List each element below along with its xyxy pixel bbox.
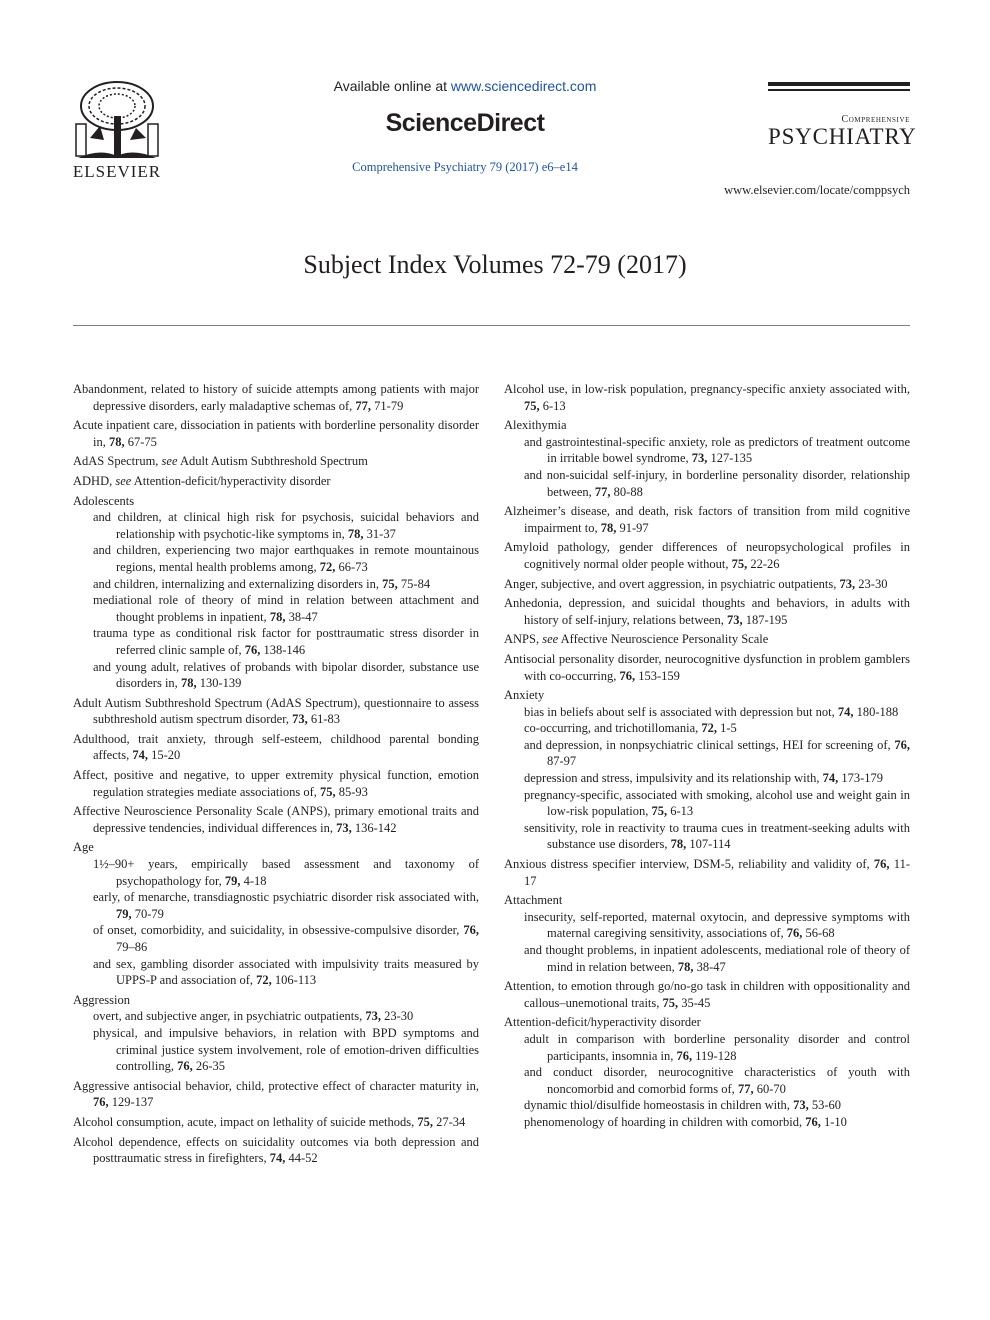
volume-number: 76, — [619, 668, 636, 683]
elsevier-logo — [70, 78, 164, 182]
page-range: 138-146 — [260, 642, 306, 657]
entry-text: Adulthood, trait anxiety, through self-esteem, childhood parental bonding affects, — [73, 731, 479, 763]
page-range: 119-128 — [692, 1048, 737, 1063]
index-column-right — [504, 381, 910, 1131]
index-subentry — [73, 1025, 479, 1075]
index-entry — [504, 595, 910, 628]
page-range: 85-93 — [335, 784, 368, 799]
index-entry — [504, 978, 910, 1011]
volume-number: 75, — [320, 784, 336, 799]
page-range: 67-75 — [124, 434, 157, 449]
index-subentry — [73, 576, 479, 593]
index-subentry — [504, 942, 910, 975]
volume-number: 77, — [355, 398, 372, 413]
volume-number: 72, — [256, 973, 272, 988]
index-entry — [504, 381, 910, 414]
available-online — [300, 76, 630, 96]
index-entry — [504, 503, 910, 536]
index-entry — [504, 631, 910, 648]
volume-number: 76, — [786, 926, 803, 941]
volume-number: 74, — [269, 1151, 286, 1166]
entry-text: mediational role of theory of mind in relation between attachment and thought problems in inpatient, — [93, 593, 479, 624]
index-entry — [73, 453, 479, 470]
entry-text: and thought problems, in inpatient adolescents, mediational role of theory of mind in relation between, — [524, 943, 910, 974]
index-heading — [73, 839, 479, 856]
entry-text: physical, and impulsive behaviors, in relation with BPD symptoms and criminal justice system involvement, role of emotion-driven difficulties controlling, — [93, 1025, 479, 1074]
entry-text: Age — [73, 840, 94, 855]
volume-number: 73, — [691, 451, 708, 466]
page-range: 26-35 — [192, 1059, 226, 1074]
index-subentry — [73, 509, 479, 542]
index-subentry — [504, 1031, 910, 1064]
volume-number: 75, — [417, 1114, 433, 1129]
page-range: 153-159 — [635, 668, 680, 683]
entry-text: Anxiety — [504, 688, 545, 703]
see-target: Affective Neuroscience Personality Scale — [558, 632, 769, 647]
volume-number: 73, — [839, 576, 856, 591]
entry-text: and children, experiencing two major earthquakes in remote mountainous regions, mental health problems among, — [93, 543, 479, 574]
page-range: 53-60 — [808, 1098, 841, 1113]
page-range: 61-83 — [307, 712, 341, 727]
entry-text: adult in comparison with borderline personality disorder and control participants, insomnia in, — [524, 1031, 910, 1063]
entry-text: bias in beliefs about self is associated with depression but not, — [524, 704, 838, 719]
entry-text: insecurity, self-reported, maternal oxytocin, and depressive symptoms with maternal caregiving sensitivity, associations of, — [524, 909, 910, 941]
volume-number: 78, — [600, 520, 617, 535]
title-divider — [73, 325, 910, 326]
volume-number: 74, — [837, 704, 854, 719]
entry-text: Attention-deficit/hyperactivity disorder — [504, 1015, 701, 1030]
entry-text: ANPS, — [504, 632, 543, 647]
see-reference: see — [115, 473, 132, 488]
see-target: Adult Autism Subthreshold Spectrum — [177, 454, 368, 469]
entry-text: Alcohol use, in low-risk population, pregnancy-specific anxiety associated with, — [504, 382, 910, 396]
index-subentry — [504, 1114, 910, 1131]
page-range: 60-70 — [753, 1081, 786, 1096]
index-entry — [73, 695, 479, 728]
entry-text: Adolescents — [73, 493, 135, 508]
page-range: 27-34 — [433, 1114, 466, 1129]
journal-url[interactable]: www.elsevier.com/locate/comppsych — [724, 183, 910, 197]
entry-text: and children, internalizing and externalizing disorders in, — [93, 576, 383, 591]
index-entry — [73, 731, 479, 764]
entry-text: and depression, in nonpsychiatric clinical settings, HEI for screening of, — [524, 737, 895, 752]
entry-text: sensitivity, role in reactivity to trauma cues in treatment-seeking adults with substance use disorders, — [524, 820, 910, 852]
index-heading — [504, 892, 910, 909]
index-subentry — [504, 737, 910, 770]
entry-text: and young adult, relatives of probands with bipolar disorder, substance use disorders in, — [93, 659, 479, 691]
entry-text: dynamic thiol/disulfide homeostasis in children with, — [524, 1098, 794, 1113]
volume-number: 75, — [382, 576, 398, 591]
volume-number: 76, — [244, 642, 261, 657]
page-range: 91-97 — [616, 520, 649, 535]
index-heading — [73, 992, 479, 1009]
volume-number: 79, — [224, 873, 241, 888]
journal-logo-rule-thin — [768, 89, 910, 91]
masthead-center — [300, 76, 630, 175]
index-subentry — [73, 889, 479, 922]
index-entry — [73, 767, 479, 800]
page-range: 71-79 — [371, 398, 404, 413]
volume-number: 76, — [177, 1059, 193, 1074]
entry-text: phenomenology of hoarding in children with comorbid, — [524, 1114, 806, 1129]
volume-number: 76, — [805, 1114, 821, 1129]
entry-text: and children, at clinical high risk for psychosis, suicidal behaviors and relationship with psychotic-like symptoms in, — [93, 510, 479, 541]
journal-name-main: PSYCHIATRY — [768, 123, 917, 149]
entry-text: pregnancy-specific, associated with smoking, alcohol use and weight gain in low-risk population, — [524, 787, 910, 819]
entry-text: Alexithymia — [504, 418, 567, 433]
index-subentry — [504, 820, 910, 853]
entry-text: 1½–90+ years, empirically based assessment and taxonomy of psychopathology for, — [93, 857, 479, 888]
page-range: 23-30 — [380, 1009, 414, 1024]
page-range: 23-30 — [855, 576, 888, 591]
entry-text: Antisocial personality disorder, neurocognitive dysfunction in problem gamblers with co-occurring, — [504, 651, 910, 683]
sciencedirect-link[interactable]: www.sciencedirect.com — [450, 78, 597, 94]
volume-number: 78, — [677, 959, 694, 974]
volume-number: 79, — [116, 906, 132, 921]
volume-number: 76, — [676, 1048, 693, 1063]
volume-number: 73, — [726, 612, 743, 627]
page-range: 70-79 — [131, 906, 164, 921]
index-subentry — [73, 1008, 479, 1025]
index-subentry — [504, 1097, 910, 1114]
elsevier-tree-logo-icon — [70, 78, 164, 162]
entry-text: of onset, comorbidity, and suicidality, in obsessive-compulsive disorder, — [93, 923, 464, 938]
entry-text: Aggression — [73, 992, 130, 1007]
page-range: 1-5 — [717, 721, 737, 736]
entry-text: AdAS Spectrum, — [73, 454, 162, 469]
entry-text: Attention, to emotion through go/no-go task in children with oppositionality and callous–unemotional traits, — [504, 979, 910, 1010]
page-range: 136-142 — [351, 820, 397, 835]
index-entry — [73, 381, 479, 414]
page-range: 22-26 — [747, 556, 780, 571]
elsevier-wordmark: ELSEVIER — [72, 162, 162, 181]
page-range: 6-13 — [667, 804, 694, 819]
page-range: 75-84 — [397, 576, 431, 591]
volume-number: 75, — [731, 556, 748, 571]
page-title: Subject Index Volumes 72-79 (2017) — [303, 250, 687, 279]
index-subentry — [504, 467, 910, 500]
index-entry — [504, 856, 910, 889]
index-column-left — [73, 381, 479, 1170]
see-target: Attention-deficit/hyperactivity disorder — [131, 473, 331, 488]
entry-text: Anxious distress specifier interview, DSM-5, reliability and validity of, — [504, 857, 874, 872]
entry-text: Anhedonia, depression, and suicidal thoughts and behaviors, in adults with history of self-injury, relations between, — [504, 596, 910, 627]
entry-text: overt, and subjective anger, in psychiatric outpatients, — [93, 1009, 366, 1024]
index-subentry — [504, 720, 910, 737]
index-entry — [504, 576, 910, 593]
see-reference: see — [542, 632, 559, 647]
page-range: 15-20 — [147, 748, 181, 763]
page-range: 173-179 — [838, 771, 884, 786]
entry-text: co-occurring, and trichotillomania, — [524, 721, 702, 736]
index-entry — [73, 473, 479, 490]
entry-text: and gastrointestinal-specific anxiety, role as predictors of treatment outcome in irritable bowel syndrome, — [524, 434, 910, 466]
entry-text: Affective Neuroscience Personality Scale (ANPS), primary emotional traits and depressive tendencies, individual differences in, — [73, 804, 479, 835]
entry-text: Abandonment, related to history of suicide attempts among patients with major depressive disorders, early maladaptive schemas of, — [73, 382, 479, 413]
volume-number: 72, — [319, 559, 336, 574]
volume-number: 72, — [701, 721, 717, 736]
entry-text: depression and stress, impulsivity and its relationship with, — [524, 771, 823, 786]
page-range: 4-18 — [240, 873, 267, 888]
entry-text: Acute inpatient care, dissociation in patients with borderline personality disorder in, — [73, 418, 479, 449]
entry-text: and conduct disorder, neurocognitive characteristics of youth with noncomorbid and comorbid forms of, — [524, 1065, 910, 1096]
page-range: 129-137 — [108, 1095, 154, 1110]
volume-number: 74, — [132, 748, 148, 763]
journal-name-top: Comprehensive — [841, 113, 910, 125]
index-subentry — [73, 625, 479, 658]
entry-text: trauma type as conditional risk factor for posttraumatic stress disorder in referred clinic sample of, — [93, 626, 479, 657]
index-subentry — [73, 659, 479, 692]
page-range: 35-45 — [678, 995, 711, 1010]
index-heading — [504, 687, 910, 704]
page-range: 130-139 — [196, 676, 242, 691]
volume-number: 78, — [670, 837, 687, 852]
page-range: 79–86 — [116, 940, 148, 954]
entry-text: and sex, gambling disorder associated with impulsivity traits measured by UPPS-P and association of, — [93, 956, 479, 988]
index-subentry — [504, 909, 910, 942]
index-entry — [73, 1078, 479, 1111]
volume-number: 75, — [524, 398, 540, 413]
page-range: 56-68 — [802, 926, 835, 941]
entry-text: early, of menarche, transdiagnostic psychiatric disorder risk associated with, — [93, 890, 479, 905]
index-entry — [73, 1134, 479, 1167]
journal-logo-rule-thick — [768, 82, 910, 86]
index-subentry — [504, 770, 910, 787]
index-subentry — [73, 856, 479, 889]
entry-text: Attachment — [504, 893, 563, 908]
journal-citation[interactable]: Comprehensive Psychiatry 79 (2017) e6–e14 — [352, 160, 578, 174]
index-subentry — [73, 922, 479, 955]
index-subentry — [504, 704, 910, 721]
volume-number: 73, — [793, 1098, 809, 1113]
sciencedirect-brand: ScienceDirect — [385, 109, 545, 137]
volume-number: 77, — [594, 484, 611, 499]
volume-number: 76, — [873, 857, 890, 872]
volume-number: 73, — [336, 820, 352, 835]
page-range: 66-73 — [335, 559, 368, 574]
index-heading — [504, 417, 910, 434]
index-entry — [73, 803, 479, 836]
entry-text: and non-suicidal self-injury, in borderline personality disorder, relationship between, — [524, 467, 910, 499]
entry-text: Affect, positive and negative, to upper extremity physical function, emotion regulation strategies mediate associations of, — [73, 768, 479, 799]
index-entry — [504, 539, 910, 572]
volume-number: 75, — [662, 995, 679, 1010]
page-range: 31-37 — [363, 526, 396, 541]
page-range: 6-13 — [539, 398, 566, 413]
page-range: 187-195 — [742, 612, 788, 627]
index-entry — [73, 417, 479, 450]
page-range: 106-113 — [271, 973, 317, 988]
entry-text: Amyloid pathology, gender differences of neuropsychological profiles in cognitively normal older people without, — [504, 540, 910, 571]
entry-text: Adult Autism Subthreshold Spectrum (AdAS Spectrum), questionnaire to assess subthreshold autism spectrum disorder, — [73, 695, 479, 727]
page-range: 127-135 — [707, 451, 753, 466]
volume-number: 75, — [651, 804, 668, 819]
volume-number: 73, — [365, 1009, 381, 1024]
index-subentry — [73, 592, 479, 625]
page-range: 180-188 — [853, 704, 899, 719]
volume-number: 74, — [822, 771, 839, 786]
see-reference: see — [161, 454, 178, 469]
volume-number: 78, — [108, 434, 125, 449]
page-range: 11-17 — [524, 857, 910, 888]
index-heading — [504, 1014, 910, 1031]
index-entry — [504, 651, 910, 684]
volume-number: 78, — [347, 526, 364, 541]
page-range: 87-97 — [547, 754, 577, 769]
volume-number: 78, — [269, 609, 286, 624]
page-range: 38-47 — [693, 959, 726, 974]
page-range: 38-47 — [285, 609, 318, 624]
index-entry — [73, 1114, 479, 1131]
volume-number: 76, — [93, 1095, 109, 1110]
volume-number: 76, — [894, 737, 910, 752]
entry-text: Alcohol consumption, acute, impact on lethality of suicide methods, — [73, 1114, 418, 1129]
page-range: 80-88 — [610, 484, 643, 499]
available-online-prefix: Available online at — [333, 78, 451, 94]
volume-number: 78, — [180, 676, 197, 691]
page-range: 1-10 — [820, 1114, 847, 1129]
index-subentry — [504, 434, 910, 467]
index-subentry — [73, 956, 479, 989]
page-range: 44-52 — [285, 1151, 318, 1166]
entry-text: Aggressive antisocial behavior, child, protective effect of character maturity in, — [73, 1078, 479, 1093]
index-subentry — [504, 1064, 910, 1097]
entry-text: ADHD, — [73, 473, 116, 488]
page-range: 107-114 — [686, 837, 731, 852]
volume-number: 73, — [292, 712, 308, 727]
volume-number: 76, — [463, 923, 479, 938]
index-heading — [73, 493, 479, 510]
volume-number: 77, — [737, 1081, 754, 1096]
index-subentry — [504, 787, 910, 820]
entry-text: Alzheimer’s disease, and death, risk factors of transition from mild cognitive impairment to, — [504, 504, 910, 535]
journal-logo — [768, 82, 917, 149]
entry-text: Anger, subjective, and overt aggression, in psychiatric outpatients, — [504, 576, 840, 591]
entry-text: Alcohol dependence, effects on suicidality outcomes via both depression and posttraumatic stress in firefighters, — [73, 1134, 479, 1166]
index-subentry — [73, 542, 479, 575]
